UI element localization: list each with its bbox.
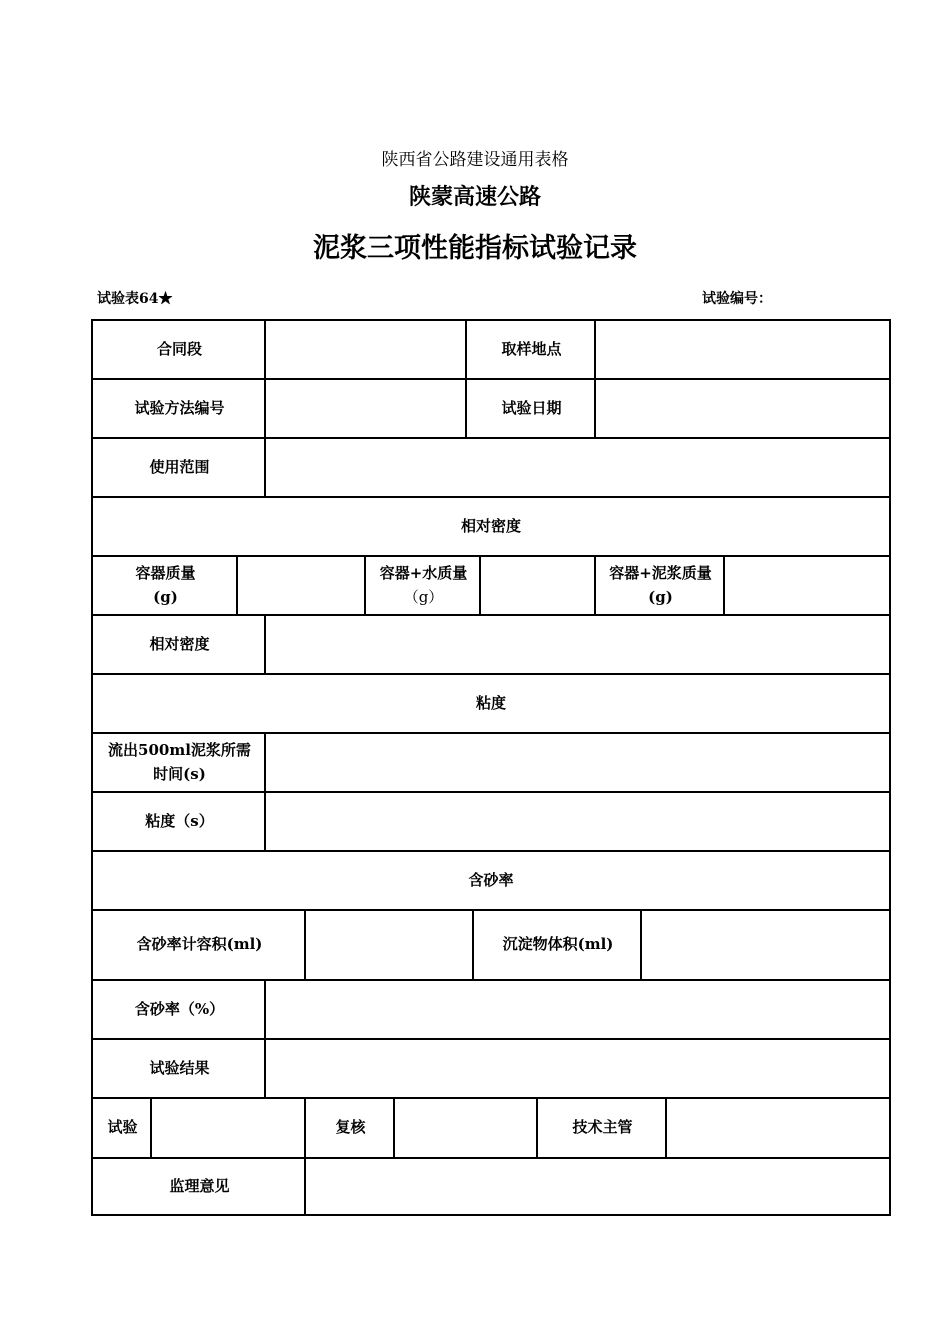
sand-content-label: 含砂率（%） xyxy=(134,999,225,1018)
container-mass-label: 容器质量 (g) xyxy=(135,564,196,606)
container-water-mass-label: 容器+水质量 （g） xyxy=(364,557,481,614)
test-number-label: 试验编号： xyxy=(702,291,772,307)
row-viscosity xyxy=(93,793,889,852)
sand-meter-volume-label: 含砂率计容积(ml) xyxy=(136,935,263,954)
density-section-title: 相对密度 xyxy=(460,516,521,535)
sampling-location-field[interactable] xyxy=(594,321,889,378)
project-name: 陕蒙高速公路 xyxy=(408,185,541,210)
relative-density-field[interactable] xyxy=(264,616,889,673)
container-mass-field[interactable] xyxy=(236,557,366,614)
row-masses xyxy=(93,557,889,616)
form-number: 试验表64★ xyxy=(97,291,173,307)
row-relative-density xyxy=(93,616,889,675)
page-title: 泥浆三项性能指标试验记录 xyxy=(313,233,637,264)
form-header-organization: 陕西省公路建设通用表格 xyxy=(381,150,569,170)
scope-of-use-field[interactable] xyxy=(264,439,889,496)
row-sand-header xyxy=(93,852,889,911)
outflow-time-field[interactable] xyxy=(264,734,889,791)
tester-label: 试验 xyxy=(107,1118,138,1137)
row-volumes xyxy=(93,911,889,981)
row-density-header xyxy=(93,498,889,557)
sand-section-title: 含砂率 xyxy=(468,870,514,889)
sampling-location-label: 取样地点 xyxy=(465,321,596,378)
sediment-volume-field[interactable] xyxy=(640,911,889,979)
row-scope xyxy=(93,439,889,498)
technical-supervisor-label: 技术主管 xyxy=(536,1099,667,1157)
container-slurry-mass-field[interactable] xyxy=(723,557,889,614)
test-result-label: 试验结果 xyxy=(149,1058,210,1077)
test-method-no-field[interactable] xyxy=(264,380,467,437)
row-supervision xyxy=(93,1159,889,1214)
reviewer-label: 复核 xyxy=(304,1099,395,1157)
outflow-time-label: 流出500ml泥浆所需 时间(s) xyxy=(108,741,251,783)
viscosity-section-title: 粘度 xyxy=(475,693,506,712)
record-form xyxy=(91,319,891,1216)
row-contract xyxy=(93,321,889,380)
contract-section-field[interactable] xyxy=(264,321,467,378)
technical-supervisor-field[interactable] xyxy=(665,1099,889,1157)
sand-meter-volume-field[interactable] xyxy=(304,911,474,979)
test-method-no-label: 试验方法编号 xyxy=(134,398,225,417)
scope-of-use-label: 使用范围 xyxy=(149,457,210,476)
tester-field[interactable] xyxy=(150,1099,306,1157)
supervision-opinion-field[interactable] xyxy=(304,1159,889,1214)
row-signatures xyxy=(93,1099,889,1159)
container-water-mass-field[interactable] xyxy=(479,557,596,614)
container-slurry-mass-label: 容器+泥浆质量 (g) xyxy=(594,557,725,614)
supervision-opinion-label: 监理意见 xyxy=(169,1176,230,1195)
reviewer-field[interactable] xyxy=(393,1099,538,1157)
contract-section-label: 合同段 xyxy=(156,339,202,358)
row-method xyxy=(93,380,889,439)
row-viscosity-header xyxy=(93,675,889,734)
viscosity-label: 粘度（s） xyxy=(145,811,214,830)
relative-density-label: 相对密度 xyxy=(149,634,210,653)
sediment-volume-label: 沉淀物体积(ml) xyxy=(472,911,642,979)
row-test-result xyxy=(93,1040,889,1099)
test-date-field[interactable] xyxy=(594,380,889,437)
sand-content-field[interactable] xyxy=(264,981,889,1038)
row-sand-content xyxy=(93,981,889,1040)
test-result-field[interactable] xyxy=(264,1040,889,1097)
test-date-label: 试验日期 xyxy=(465,380,596,437)
row-outflow-time xyxy=(93,734,889,793)
viscosity-field[interactable] xyxy=(264,793,889,850)
